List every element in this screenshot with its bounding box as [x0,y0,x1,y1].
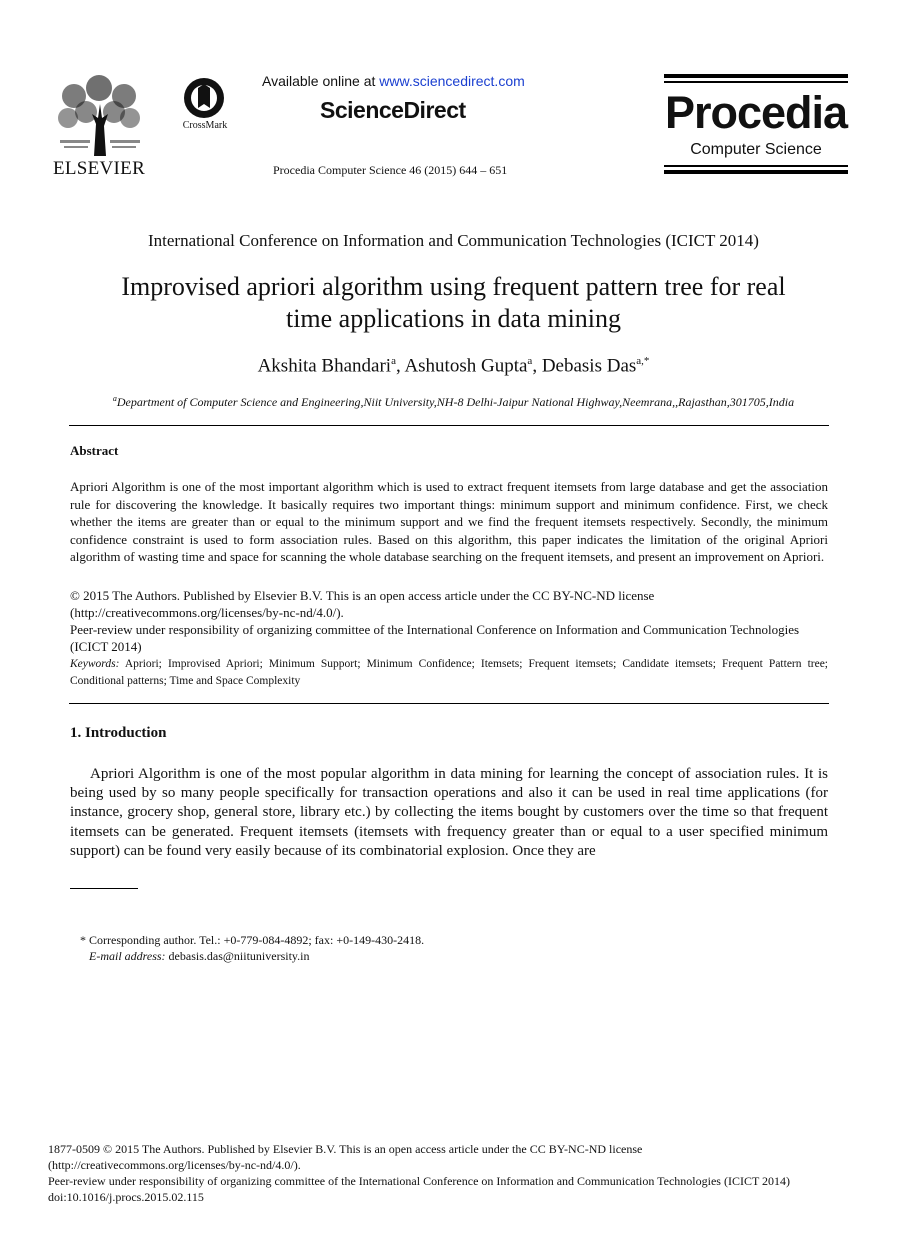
author-list [0,355,907,377]
author-sup: a [391,355,396,367]
author-sup: a,* [636,355,650,367]
author-separator: , [532,355,542,377]
sciencedirect-link[interactable]: www.sciencedirect.com [379,73,525,89]
abstract-body: Apriori Algorithm is one of the most important algorithm which is used to extract frequent itemsets from large database and get the association rule for discovering the knowledge. It basically requires two important things: minimum support and minimum confidence. First, we check whether the items are greater than or equal to the minimum support and we find the frequent itemsets respectively. Secondly, the minimum confidence constraint is used to form association rules. Based on this algorithm, this paper indicates the limitation of the original Apriori algorithm of wasting time and space for scanning the whole database searching on the frequent itemsets, and present an improvement on Apriori. [70,479,828,564]
license-link[interactable]: (http://creativecommons.org/licenses/by-nc-nd/4.0/). [70,605,344,620]
author-name: Akshita Bhandari [257,355,392,377]
crossmark-icon [174,76,234,120]
affiliation-sup: a [112,394,117,403]
elsevier-logo [52,74,146,180]
journal-reference: Procedia Computer Science 46 (2015) 644 – 651 [273,163,508,177]
procedia-bottom-rule [664,170,848,174]
corresponding-footnote [80,932,424,964]
bottom-notice [48,1141,868,1205]
procedia-top-rule-thin [664,81,848,83]
issn-license: 1877-0509 © 2015 The Authors. Published by Elsevier B.V. This is an open access article under the CC BY-NC-ND license [48,1142,643,1156]
author-name: Ashutosh Gupta [404,355,528,377]
divider-top [69,425,829,426]
conference-name: International Conference on Information and Communication Technologies (ICICT 2014) [148,231,759,250]
procedia-name: Procedia [664,87,848,138]
author-sup: a [527,355,533,367]
section-body: Apriori Algorithm is one of the most popular algorithm in data mining for learning the concept of association rules. It is being used by so many people specifically for transaction operations and also it can be used in real time applications (for instance, grocery shop, general store, library etc.) by collecting the items bought by customers over the time so that frequent itemsets can be generated. Frequent itemsets (itemsets with frequency greater than or equal to a user specified minimum support) can be found very easily because of its combinatorial explosion. Once they are [70,766,828,859]
affiliation-text: Department of Computer Science and Engineering,Niit University,NH-8 Delhi-Jaipur National Highway,Neemrana,,Rajasthan,301705,India [116,395,795,409]
elsevier-tree-icon [54,74,144,156]
email-label: E-mail address: [89,949,166,963]
available-online [262,73,525,89]
corresponding-author: * Corresponding author. Tel.: +0-779-084-4892; fax: +0-149-430-2418. [80,933,425,947]
procedia-top-rule [664,74,848,78]
doi[interactable]: doi:10.1016/j.procs.2015.02.115 [48,1190,204,1204]
keywords-label: Keywords: [70,658,120,670]
procedia-logo [664,74,848,174]
keywords [70,656,828,690]
footnote-rule [70,888,138,889]
peer-review-notice: Peer-review under responsibility of organizing committee of the International Conference on Information and Communication Technologies (ICICT 2014) [70,622,800,654]
email-line [80,948,424,964]
bottom-peer-review: Peer-review under responsibility of organizing committee of the International Conference on Information and Communication Technologies (ICICT 2014) [48,1174,791,1188]
crossmark-label: CrossMark [182,120,228,131]
divider-bottom [69,703,829,704]
bottom-license-link[interactable]: (http://creativecommons.org/licenses/by-nc-nd/4.0/). [48,1158,301,1172]
crossmark-badge[interactable] [174,76,234,136]
author-separator: , [395,355,405,377]
title-line-1: Improvised apriori algorithm using frequent pattern tree for real [121,272,786,301]
affiliation [0,394,907,410]
procedia-subtitle: Computer Science [690,141,822,158]
paper-title [60,271,847,335]
section-heading: 1. Introduction [70,725,167,741]
abstract-heading: Abstract [70,443,119,458]
license-notice [70,587,828,621]
sciencedirect-brand: ScienceDirect [320,97,466,123]
title-line-2: time applications in data mining [285,304,622,333]
procedia-bottom-rule-thin [664,165,848,167]
available-prefix: Available online at [262,73,380,89]
license-line-1: © 2015 The Authors. Published by Elsevier B.V. This is an open access article under the CC BY-NC-ND license [70,588,655,603]
keywords-list: Apriori; Improvised Apriori; Minimum Support; Minimum Confidence; Itemsets; Frequent itemsets; Candidate itemsets; Frequent Pattern tree; Conditional patterns; Time and Space Complexity [70,658,828,687]
email-address[interactable]: debasis.das@niituniversity.in [165,949,310,963]
publisher-name: ELSEVIER [52,158,146,179]
author-name: Debasis Das [541,355,637,377]
